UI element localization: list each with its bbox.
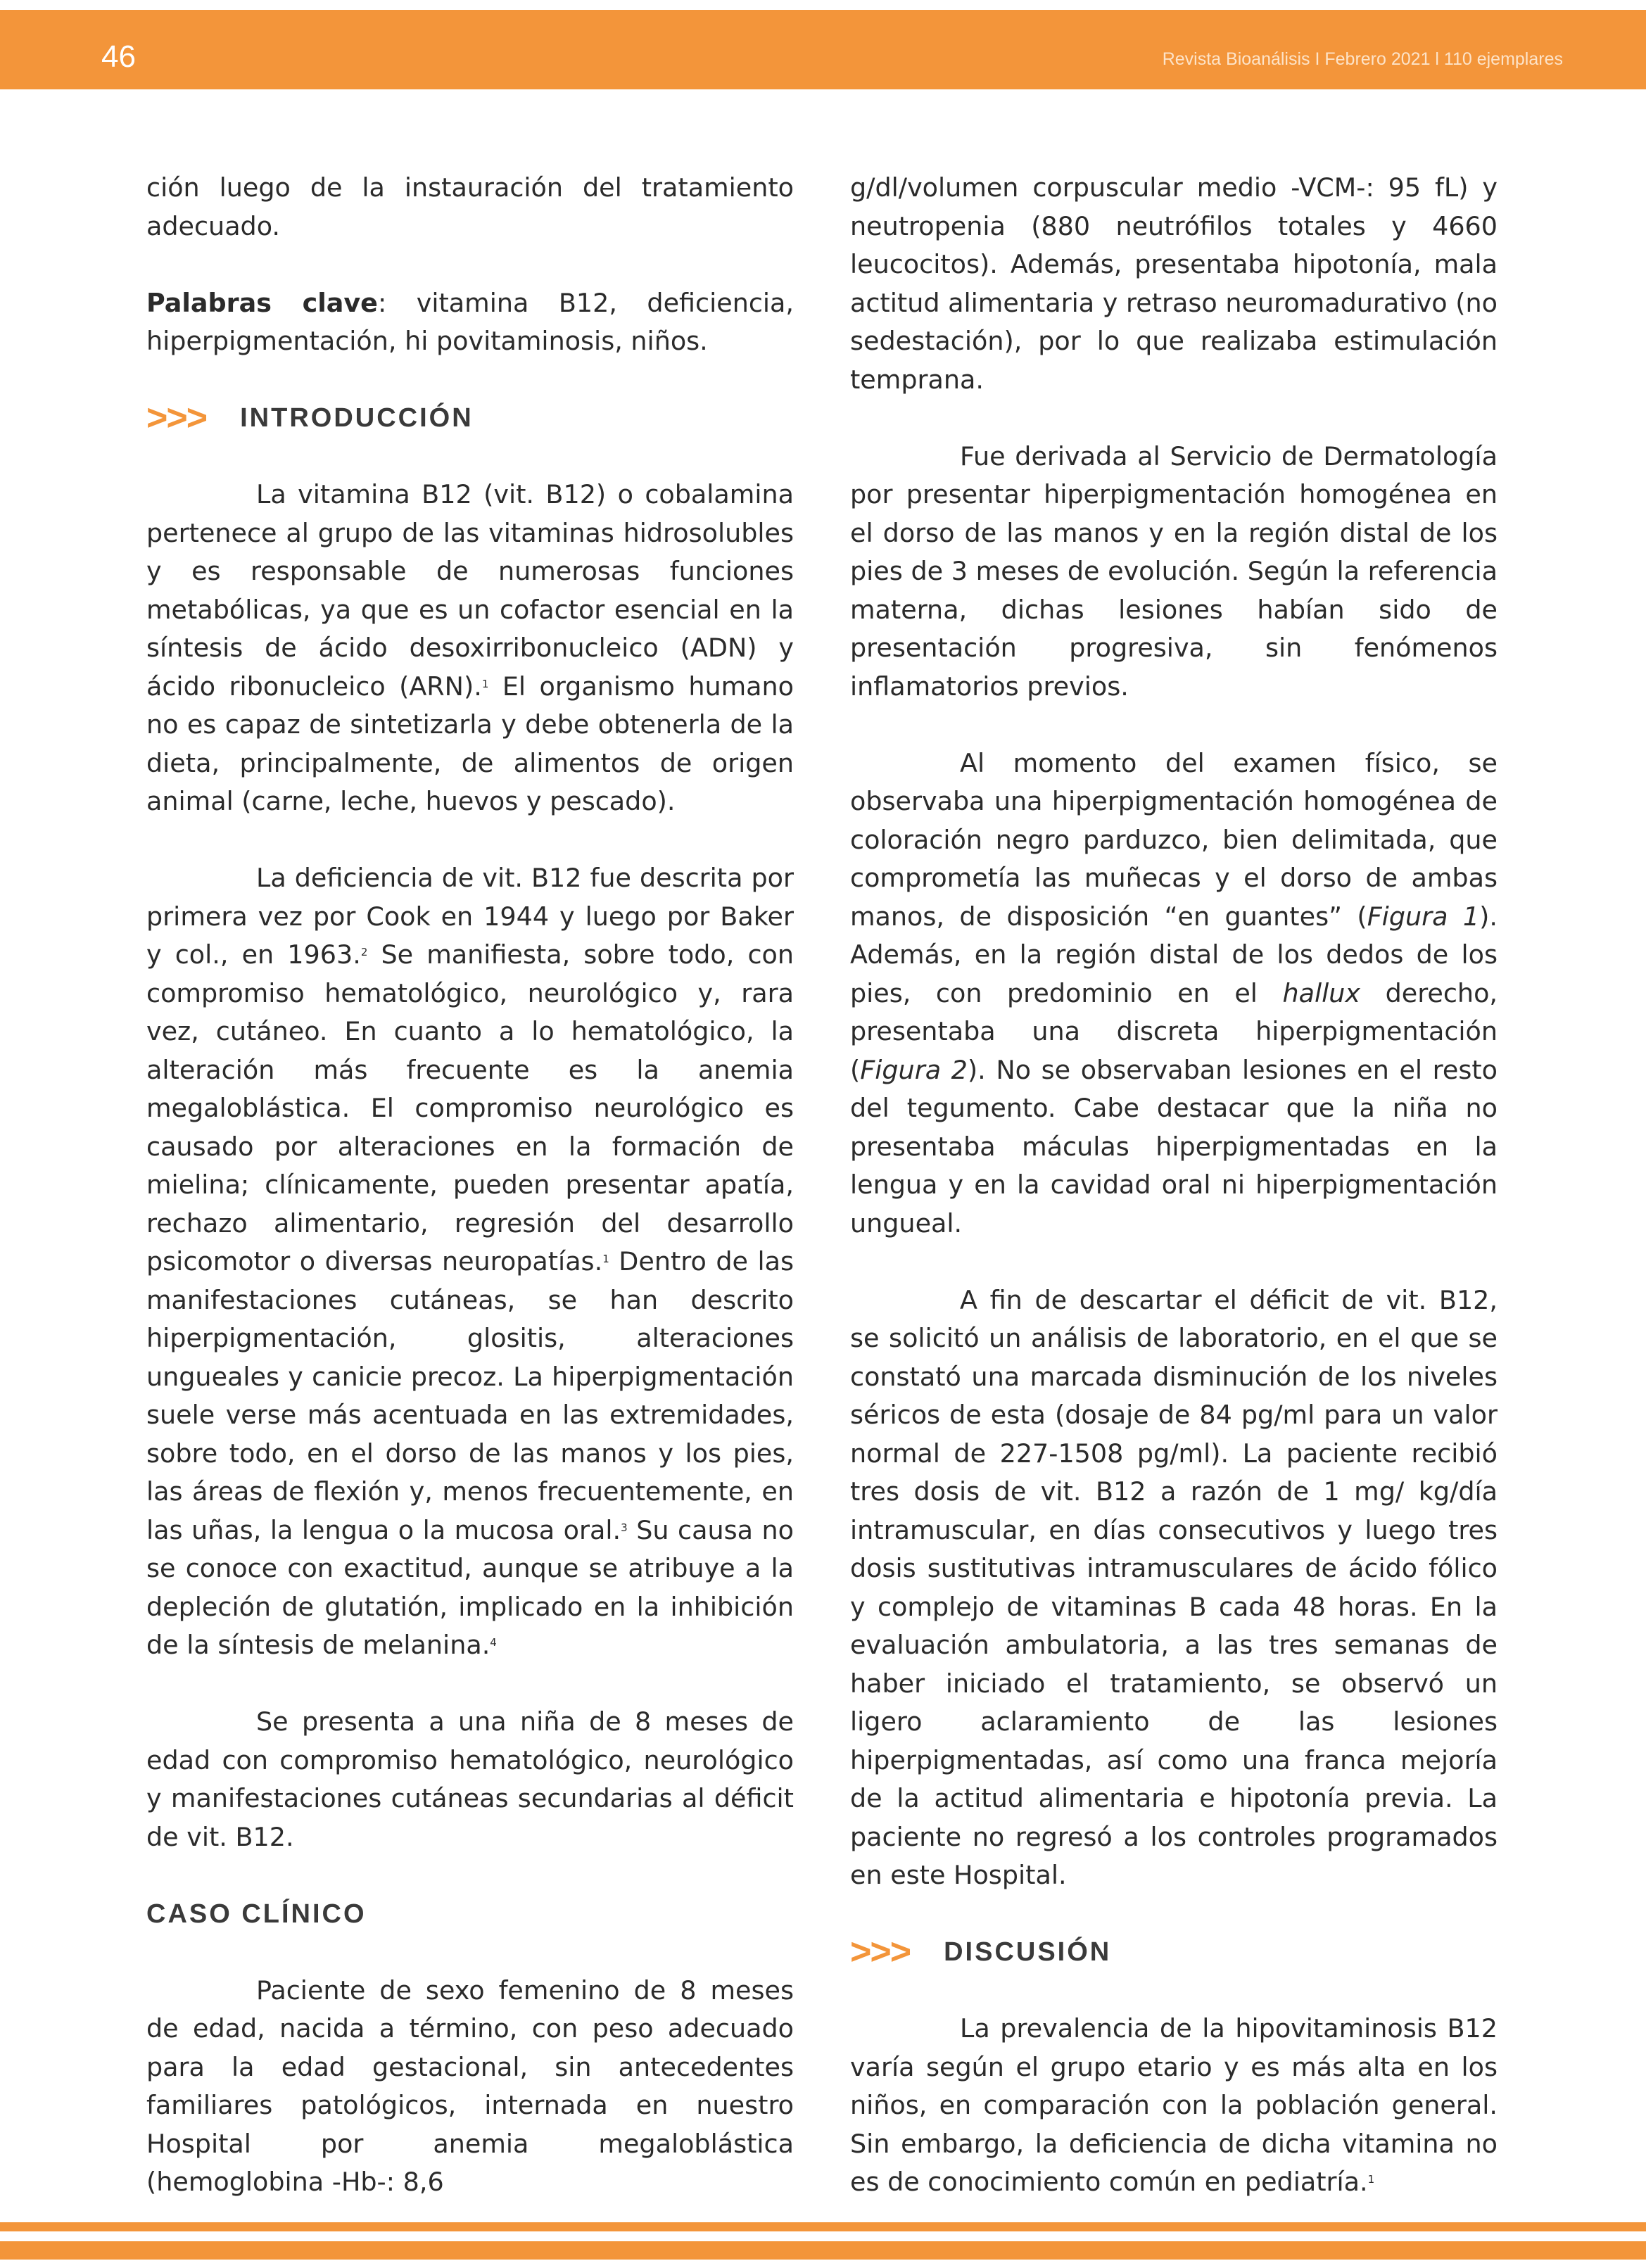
keywords-paragraph bbox=[146, 284, 794, 361]
intro-paragraph-3: Se presenta a una niña de 8 meses de edad con compromiso hematológico, neurológico y manifestaciones cutáneas secundarias al déficit de vit. B12. bbox=[146, 1706, 794, 1852]
case-paragraph-1: Paciente de sexo femenino de 8 meses de edad, nacida a término, con peso adecuado para la edad gestacional, sin antecedentes familiares patológicos, internada en nuestro Hospital por anemia megaloblástica (hemoglobina -Hb-: 8,6 bbox=[146, 1975, 794, 2197]
footer-bar-thick bbox=[0, 2241, 1646, 2260]
reference-superscript: 2 bbox=[360, 946, 368, 958]
case-paragraph-1-continued: g/dl/volumen corpuscular medio -VCM-: 95 fL) y neutropenia (880 neutrófilos totales y 4660 leucocitos). Además, presentaba hipotonía, mala actitud alimentaria y retraso neuromadurativo (no sedestación), por lo que realizaba estimulación temprana. bbox=[850, 172, 1498, 395]
left-column bbox=[146, 169, 794, 2202]
keywords-text: : vitamina B12, deficiencia, hiperpigmentación, hi povitaminosis, niños. bbox=[146, 287, 794, 356]
section-heading-discusion bbox=[850, 1933, 1498, 1972]
abstract-end-paragraph: ción luego de la instauración del tratamiento adecuado. bbox=[146, 172, 794, 241]
reference-superscript: 3 bbox=[621, 1521, 628, 1534]
case-paragraph-3: Al momento del examen físico, se observaba una hiperpigmentación homogénea de coloración negro parduzco, bien delimitada, que comprometía las muñecas y el dorso de ambas manos, de disposición “en guantes” (Figura 1). Además, en la región distal de los dedos de los pies, con predominio en el hallux derecho, presentaba una discreta hiperpigmentación (Figura 2). No se observaban lesiones en el resto del tegumento. Cabe destacar que la niña no presentaba máculas hiperpigmentadas en la lengua y en la cavidad oral ni hiperpigmentación ungueal. bbox=[850, 747, 1498, 1238]
figure-reference: Figura 2 bbox=[860, 1054, 968, 1085]
intro-paragraph-1: La vitamina B12 (vit. B12) o cobalamina pertenece al grupo de las vitaminas hidrosolubles y es responsable de numerosas funciones metabólicas, ya que es un cofactor esencial en la síntesis de ácido desoxirribonucleico (ADN) y ácido ribonucleico (ARN).$^1$ El organismo humano no es capaz de sintetizarla y debe obtenerla de la dieta, principalmente, de alimentos de origen animal (carne, leche, huevos y pescado). bbox=[146, 479, 794, 816]
section-title: DISCUSIÓN bbox=[944, 1937, 1112, 1967]
right-column bbox=[850, 169, 1498, 2202]
section-heading-introduccion bbox=[146, 399, 794, 438]
case-paragraph-4: A fin de descartar el déficit de vit. B12, se solicitó un análisis de laboratorio, en el que se constató una marcada disminución de los niveles séricos de esta (dosaje de 84 pg/ml para un valor normal de 227-1508 pg/ml). La paciente recibió tres dosis de vit. B12 a razón de 1 mg/ kg/día intramuscular, en días consecutivos y luego tres dosis sustitutivas intramusculares de ácido fólico y complejo de vitaminas B cada 48 horas. En la evaluación ambulatoria, a las tres semanas de haber iniciado el tratamiento, se observó un ligero aclaramiento de las lesiones hiperpigmentadas, así como una franca mejoría de la actitud alimentaria e hipotonía previa. La paciente no regresó a los controles programados en este Hospital. bbox=[850, 1284, 1498, 1890]
chevron-icon: >>> bbox=[146, 398, 207, 439]
reference-superscript: 1 bbox=[1367, 2173, 1375, 2186]
reference-superscript: 1 bbox=[481, 677, 489, 690]
page-header-bar bbox=[0, 10, 1646, 89]
intro-paragraph-2: La deficiencia de vit. B12 fue descrita por primera vez por Cook en 1944 y luego por Baker y col., en 1963.$^2$ Se manifiesta, sobre todo, con compromiso hematológico, neurológico y, rara vez, cutáneo. En cuanto a lo hematológico, la alteración más frecuente es la anemia megaloblástica. El compromiso neurológico es causado por alteraciones en la formación de mielina; clínicamente, pueden presentar apatía, rechazo alimentario, regresión del desarrollo psicomotor o diversas neuropatías.$^1$ Dentro de las manifestaciones cutáneas, se han descrito hiperpigmentación, glositis, alteraciones ungueales y canicie precoz. La hiperpigmentación suele verse más acentuada en las extremidades, sobre todo, en el dorso de las manos y los pies, las áreas de flexión y, menos frecuentemente, en las uñas, la lengua o la mucosa oral.$^3$ Su causa no se conoce con exactitud, aunque se atribuye a la depleción de glutatión, implicado en la inhibición de la síntesis de melanina.$^4$ bbox=[146, 863, 794, 1660]
section-title: INTRODUCCIÓN bbox=[240, 403, 474, 433]
figure-reference: Figura 1 bbox=[1367, 901, 1480, 932]
case-paragraph-2: Fue derivada al Servicio de Dermatología por presentar hiperpigmentación homogénea en el dorso de las manos y en la región distal de los pies de 3 meses de evolución. Según la referencia materna, dichas lesiones habían sido de presentación progresiva, sin fenómenos inflamatorios previos. bbox=[850, 441, 1498, 702]
reference-superscript: 1 bbox=[602, 1253, 609, 1265]
hallux-term: hallux bbox=[1282, 977, 1361, 1008]
reference-superscript: 4 bbox=[490, 1636, 497, 1649]
footer-bar-thin bbox=[0, 2222, 1646, 2231]
section-title: CASO CLÍNICO bbox=[146, 1899, 367, 1929]
chevron-icon: >>> bbox=[850, 1932, 911, 1973]
section-heading-caso-clinico bbox=[146, 1895, 794, 1934]
keywords-label: Palabras clave bbox=[146, 287, 378, 318]
page-number: 46 bbox=[101, 39, 136, 74]
discussion-paragraph-1: La prevalencia de la hipovitaminosis B12 varía según el grupo etario y es más alta en los niños, en comparación con la población general. Sin embargo, la deficiencia de dicha vitamina no es de conocimiento común en pediatría.$^1$ bbox=[850, 2013, 1498, 2197]
publication-masthead: Revista Bioanálisis I Febrero 2021 l 110 ejemplares bbox=[1162, 49, 1563, 69]
